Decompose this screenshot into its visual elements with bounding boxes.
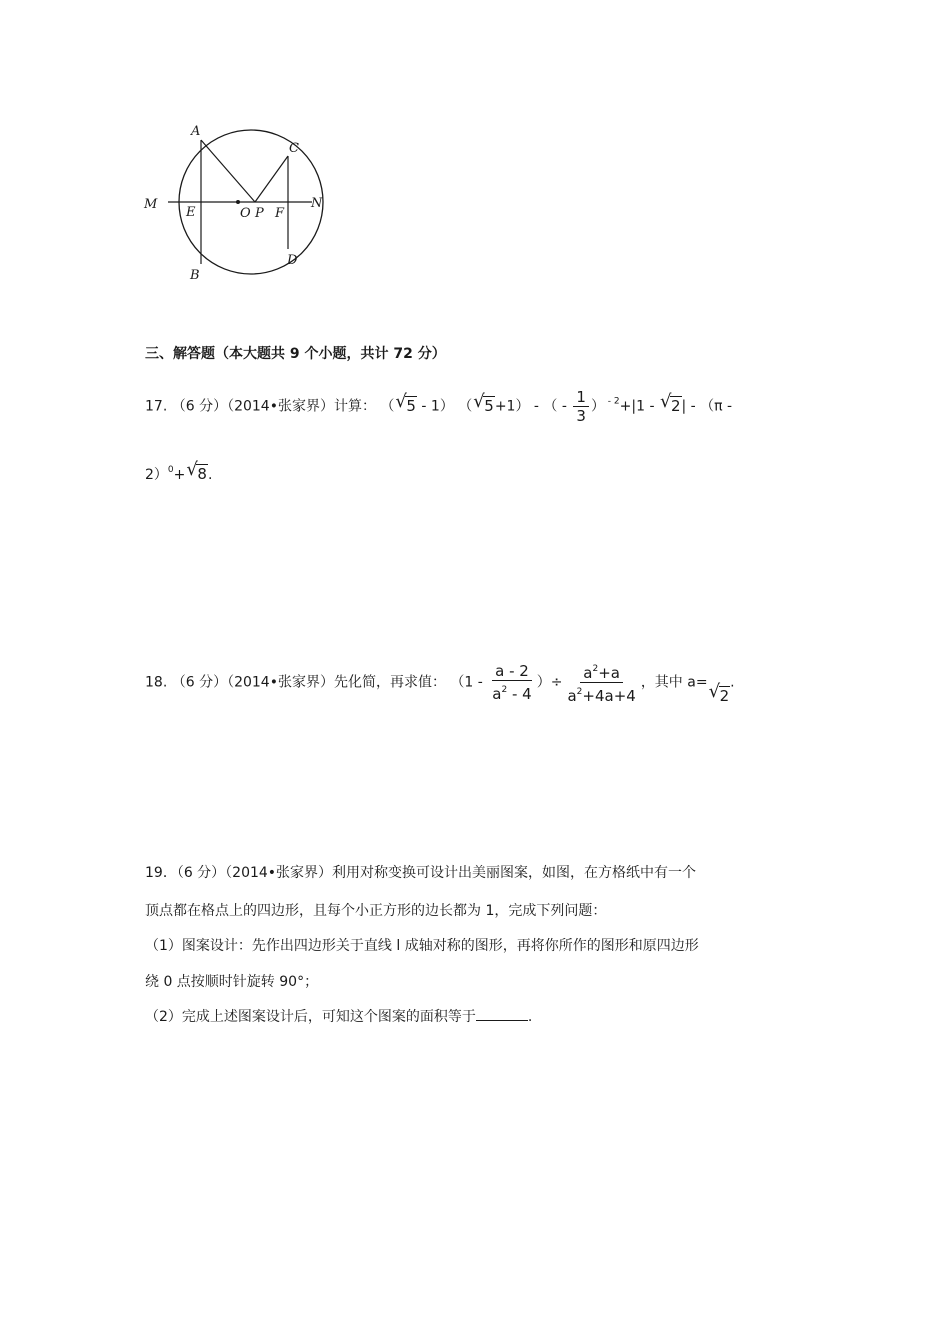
q17-line2-start: 2） — [145, 467, 168, 483]
q18-source: （2014•张家界）先化简，再求值： — [227, 674, 446, 691]
q17-sqrt2: √ 2 — [659, 390, 681, 415]
q18-score: （6 分） — [171, 674, 228, 691]
segment-pc — [255, 156, 288, 202]
q17-plus: + — [173, 467, 186, 483]
q19-line1: 19．（6 分）（2014•张家界）利用对称变换可设计出美丽图案，如图，在方格纸中有一个 — [145, 865, 697, 881]
q17-tail: | - （π - — [681, 398, 733, 415]
q19-line3: （1）图案设计：先作出四边形关于直线 l 成轴对称的图形，再将你所作的图形和原四边形 — [145, 938, 699, 954]
q17-number: 17. — [145, 398, 168, 415]
label-m: M — [144, 197, 158, 212]
q17-minus1: - 1） — [416, 398, 454, 415]
center-point — [236, 200, 240, 204]
q17-sqrt8: √ 8 — [186, 459, 207, 483]
q17-plus1: +1） — [494, 398, 530, 415]
q17-exp0: 0 — [167, 465, 174, 475]
q18-where: ，其中 a= — [640, 674, 708, 691]
section-heading: 三、解答题（本大题共 9 个小题，共计 72 分） — [145, 346, 446, 362]
q17-sqrt5b: √ 5 — [473, 390, 494, 415]
q17-end: . — [207, 467, 213, 483]
q17-score: （6 分） — [171, 398, 228, 415]
q18-line — [145, 660, 735, 705]
label-f: F — [275, 206, 285, 221]
q17-paren: （ — [380, 398, 395, 415]
q17-line2 — [145, 459, 213, 484]
q18-fraction2: $\frac{a^2+a}{a^2+4a+4}$ — [564, 660, 638, 705]
label-p: P — [255, 206, 264, 221]
q17-line1 — [145, 388, 732, 425]
circle-figure — [138, 118, 338, 290]
answer-blank[interactable] — [476, 1008, 528, 1021]
label-c: C — [289, 141, 299, 156]
q18-open: （1 - — [450, 674, 488, 691]
q17-paren2: （ — [458, 398, 473, 415]
q17-mid: - （ - — [533, 398, 572, 415]
label-d: D — [287, 253, 298, 268]
label-e: E — [186, 205, 196, 220]
label-n: N — [311, 196, 323, 211]
segment-ap — [201, 140, 255, 202]
label-b: B — [190, 268, 200, 283]
q17-abs: +|1 - — [619, 398, 659, 415]
q18-close: ）÷ — [536, 674, 563, 691]
q17-close: ） — [590, 398, 605, 415]
q19-line5-end: . — [527, 1009, 533, 1025]
q19-line2: 顶点都在格点上的四边形，且每个小正方形的边长都为 1，完成下列问题： — [145, 903, 607, 919]
q19-line5 — [145, 1006, 532, 1026]
q18-number: 18. — [145, 674, 168, 691]
label-a: A — [191, 124, 201, 139]
q18-end: . — [730, 674, 735, 691]
q17-sqrt5: √ 5 — [395, 390, 416, 415]
q19-line4: 绕 0 点按顺时针旋转 90°； — [145, 974, 319, 990]
q17-fraction: $\frac{1}{3}$ — [573, 388, 589, 425]
q19-line5-text: （2）完成上述图案设计后，可知这个图案的面积等于 — [145, 1009, 476, 1025]
q18-sqrt2: √ 2 — [708, 680, 730, 705]
q17-source: （2014•张家界）计算： — [227, 398, 376, 415]
label-o: O — [240, 206, 251, 221]
q18-fraction1: $\frac{a - 2}{a^2 - 4}$ — [492, 662, 532, 703]
q17-exp: - 2 — [604, 396, 620, 407]
